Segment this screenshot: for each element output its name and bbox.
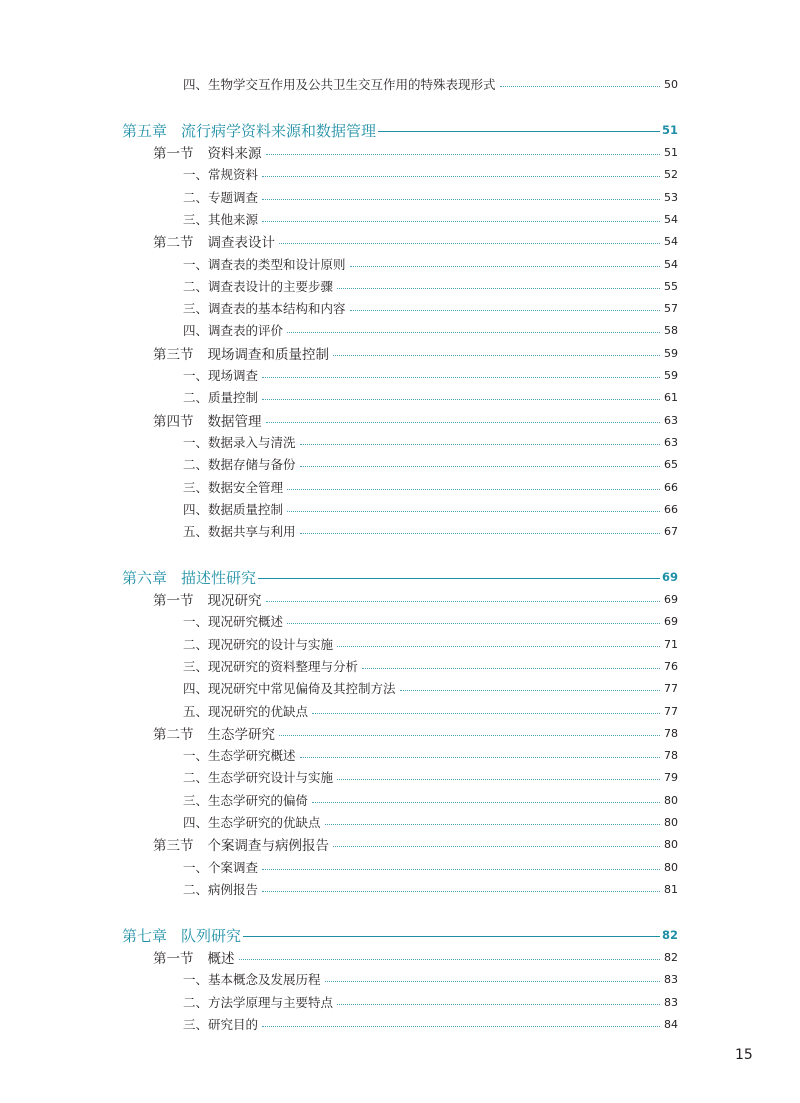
toc-item-row[interactable] (183, 677, 678, 699)
toc-page-number: 71 (664, 637, 678, 651)
toc-page-number: 80 (664, 837, 678, 851)
toc-item-title: 一、调查表的类型和设计原则 (183, 257, 346, 272)
toc-item-row[interactable] (183, 73, 678, 95)
toc-page-number: 55 (664, 279, 678, 293)
toc-leader (287, 332, 660, 333)
toc-page-number: 77 (664, 704, 678, 718)
toc-item-title: 三、其他来源 (183, 212, 259, 227)
toc-leader (262, 399, 660, 400)
toc-chapter-title: 流行病学资料来源和数据管理 (181, 121, 377, 140)
toc-item-row[interactable] (183, 186, 678, 208)
toc-section-title: 个案调查与病例报告 (207, 838, 329, 854)
toc-item-title: 四、调查表的评价 (183, 323, 284, 338)
toc-page-number: 77 (664, 681, 678, 695)
toc-item-title: 一、现况研究概述 (183, 614, 284, 629)
toc-page-number: 66 (664, 502, 678, 516)
toc-chapter-title: 队列研究 (181, 926, 242, 945)
toc-item-title: 二、数据存储与备份 (183, 457, 296, 472)
toc-item-row[interactable] (183, 991, 678, 1013)
toc-item-row[interactable] (183, 498, 678, 520)
toc-page-number: 80 (664, 815, 678, 829)
toc-page-number: 78 (664, 748, 678, 762)
toc-chapter-row[interactable] (122, 924, 678, 946)
toc-page-number: 61 (664, 390, 678, 404)
toc-page-number: 54 (664, 212, 678, 226)
toc-leader (312, 713, 660, 714)
toc-section-title: 资料来源 (207, 146, 262, 162)
toc-item-row[interactable] (183, 275, 678, 297)
toc-leader (262, 199, 660, 200)
toc-section-number: 第二节 (153, 235, 194, 251)
toc-section-number: 第三节 (153, 838, 194, 854)
toc-section-title: 现况研究 (207, 593, 262, 609)
toc-item-row[interactable] (183, 431, 678, 453)
toc-item-row[interactable] (183, 208, 678, 230)
toc-section-row[interactable] (153, 722, 678, 744)
toc-leader (258, 578, 660, 579)
toc-item-title: 一、常规资料 (183, 167, 259, 182)
toc-leader (262, 377, 660, 378)
toc-page-number: 59 (664, 368, 678, 382)
toc-page-number: 52 (664, 167, 678, 181)
toc-item-row[interactable] (183, 856, 678, 878)
toc-item-title: 四、生物学交互作用及公共卫生交互作用的特殊表现形式 (183, 77, 496, 92)
toc-page-number: 51 (664, 145, 678, 159)
toc-item-row[interactable] (183, 163, 678, 185)
toc-section-row[interactable] (153, 141, 678, 163)
toc-leader (287, 511, 660, 512)
toc-chapter-number: 第六章 (122, 568, 168, 587)
page-number: 15 (735, 1047, 753, 1063)
toc-chapter-number: 第七章 (122, 926, 168, 945)
toc-section-number: 第三节 (153, 347, 194, 363)
toc-leader (337, 288, 660, 289)
toc-leader (262, 869, 660, 870)
toc-page-number: 69 (661, 570, 678, 584)
toc-leader (262, 891, 660, 892)
toc-item-row[interactable] (183, 968, 678, 990)
toc-chapter-row[interactable] (122, 566, 678, 588)
toc-page-number: 54 (664, 234, 678, 248)
toc-page-number: 63 (664, 413, 678, 427)
toc-item-title: 三、调查表的基本结构和内容 (183, 301, 346, 316)
toc-leader (262, 1026, 660, 1027)
toc-section-row[interactable] (153, 230, 678, 252)
toc-leader (500, 86, 660, 87)
toc-leader (378, 131, 660, 132)
toc-chapter-row[interactable] (122, 119, 678, 141)
toc-leader (266, 422, 661, 423)
toc-item-row[interactable] (183, 633, 678, 655)
toc-item-title: 二、病例报告 (183, 882, 259, 897)
toc-page-number: 69 (664, 614, 678, 628)
toc-item-title: 四、现况研究中常见偏倚及其控制方法 (183, 681, 396, 696)
toc-item-title: 一、现场调查 (183, 368, 259, 383)
toc-item-row[interactable] (183, 610, 678, 632)
toc-leader (300, 533, 660, 534)
toc-item-row[interactable] (183, 878, 678, 900)
toc-section-title: 数据管理 (207, 414, 262, 430)
toc-page-number: 65 (664, 457, 678, 471)
toc-page-number: 81 (664, 882, 678, 896)
toc-item-title: 一、数据录入与清洗 (183, 435, 296, 450)
toc-section-number: 第一节 (153, 593, 194, 609)
toc-item-title: 一、生态学研究概述 (183, 748, 296, 763)
toc-page-number: 84 (664, 1017, 678, 1031)
toc-item-title: 二、专题调查 (183, 190, 259, 205)
toc-item-title: 五、数据共享与利用 (183, 524, 296, 539)
toc-leader (362, 668, 660, 669)
toc-page-number: 58 (664, 323, 678, 337)
toc-page-number: 80 (664, 860, 678, 874)
toc-leader (262, 221, 660, 222)
toc-item-row[interactable] (183, 655, 678, 677)
toc-page-number: 82 (661, 928, 678, 942)
toc-leader (325, 981, 660, 982)
toc-item-row[interactable] (183, 789, 678, 811)
toc-leader (300, 466, 660, 467)
toc-leader (337, 646, 660, 647)
toc-item-row[interactable] (183, 476, 678, 498)
toc-leader (243, 936, 660, 937)
toc-leader (300, 757, 660, 758)
toc-leader (337, 1004, 660, 1005)
toc-section-number: 第一节 (153, 146, 194, 162)
toc-item-title: 二、生态学研究设计与实施 (183, 770, 334, 785)
toc-item-row[interactable] (183, 520, 678, 542)
toc-item-title: 三、生态学研究的偏倚 (183, 793, 309, 808)
toc-item-row[interactable] (183, 744, 678, 766)
toc-section-row[interactable] (153, 833, 678, 855)
toc-section-title: 调查表设计 (207, 235, 275, 251)
toc-section-row[interactable] (153, 409, 678, 431)
toc-leader (266, 154, 661, 155)
toc-section-row[interactable] (153, 946, 678, 968)
toc-section-number: 第一节 (153, 951, 194, 967)
toc-page-number: 78 (664, 726, 678, 740)
toc-item-title: 二、调查表设计的主要步骤 (183, 279, 334, 294)
toc-leader (400, 690, 660, 691)
toc-item-row[interactable] (183, 766, 678, 788)
toc-leader (350, 310, 660, 311)
toc-leader (325, 824, 660, 825)
toc-page-number: 67 (664, 524, 678, 538)
toc-item-row[interactable] (183, 700, 678, 722)
toc-item-row[interactable] (183, 297, 678, 319)
toc-leader (239, 959, 661, 960)
toc-item-row[interactable] (183, 319, 678, 341)
toc-section-title: 概述 (207, 951, 235, 967)
toc-item-title: 三、研究目的 (183, 1017, 259, 1032)
toc-chapter-title: 描述性研究 (181, 568, 257, 587)
toc-leader (300, 444, 660, 445)
toc-item-title: 四、数据质量控制 (183, 502, 284, 517)
toc-leader (350, 266, 660, 267)
toc-page-number: 51 (661, 123, 678, 137)
toc-chapter-number: 第五章 (122, 121, 168, 140)
toc-leader (287, 623, 660, 624)
toc-item-title: 二、现况研究的设计与实施 (183, 637, 334, 652)
toc-page-number: 66 (664, 480, 678, 494)
toc-section-number: 第二节 (153, 727, 194, 743)
toc-page-number: 79 (664, 770, 678, 784)
toc-leader (287, 489, 660, 490)
toc-section-title: 生态学研究 (207, 727, 275, 743)
toc-item-title: 五、现况研究的优缺点 (183, 704, 309, 719)
toc-item-title: 三、数据安全管理 (183, 480, 284, 495)
toc-item-row[interactable] (183, 811, 678, 833)
toc-item-title: 一、基本概念及发展历程 (183, 972, 321, 987)
toc-item-title: 四、生态学研究的优缺点 (183, 815, 321, 830)
toc-item-row[interactable] (183, 453, 678, 475)
toc-page-number: 63 (664, 435, 678, 449)
toc-item-row[interactable] (183, 253, 678, 275)
toc-leader (262, 176, 660, 177)
toc-page-number: 69 (664, 592, 678, 606)
toc-page-number: 76 (664, 659, 678, 673)
toc-section-number: 第四节 (153, 414, 194, 430)
toc-page-number: 83 (664, 995, 678, 1009)
toc-section-row[interactable] (153, 588, 678, 610)
toc-item-title: 二、方法学原理与主要特点 (183, 995, 334, 1010)
toc-page-number: 57 (664, 301, 678, 315)
toc-leader (279, 735, 660, 736)
toc-leader (266, 601, 661, 602)
toc-page-number: 80 (664, 793, 678, 807)
toc-leader (333, 846, 660, 847)
toc-page-number: 59 (664, 346, 678, 360)
toc-item-title: 一、个案调查 (183, 860, 259, 875)
toc-item-row[interactable] (183, 386, 678, 408)
toc-page-number: 82 (664, 950, 678, 964)
toc-leader (312, 802, 660, 803)
toc-section-title: 现场调查和质量控制 (207, 347, 329, 363)
toc-page-number: 54 (664, 257, 678, 271)
toc-leader (333, 355, 660, 356)
toc-item-title: 三、现况研究的资料整理与分析 (183, 659, 359, 674)
toc-item-title: 二、质量控制 (183, 390, 259, 405)
toc-page-number: 83 (664, 972, 678, 986)
toc-page-number: 53 (664, 190, 678, 204)
toc-section-row[interactable] (153, 342, 678, 364)
toc-leader (279, 243, 660, 244)
toc-leader (337, 779, 660, 780)
toc-page-number: 50 (664, 77, 678, 91)
toc-item-row[interactable] (183, 1013, 678, 1035)
toc-item-row[interactable] (183, 364, 678, 386)
